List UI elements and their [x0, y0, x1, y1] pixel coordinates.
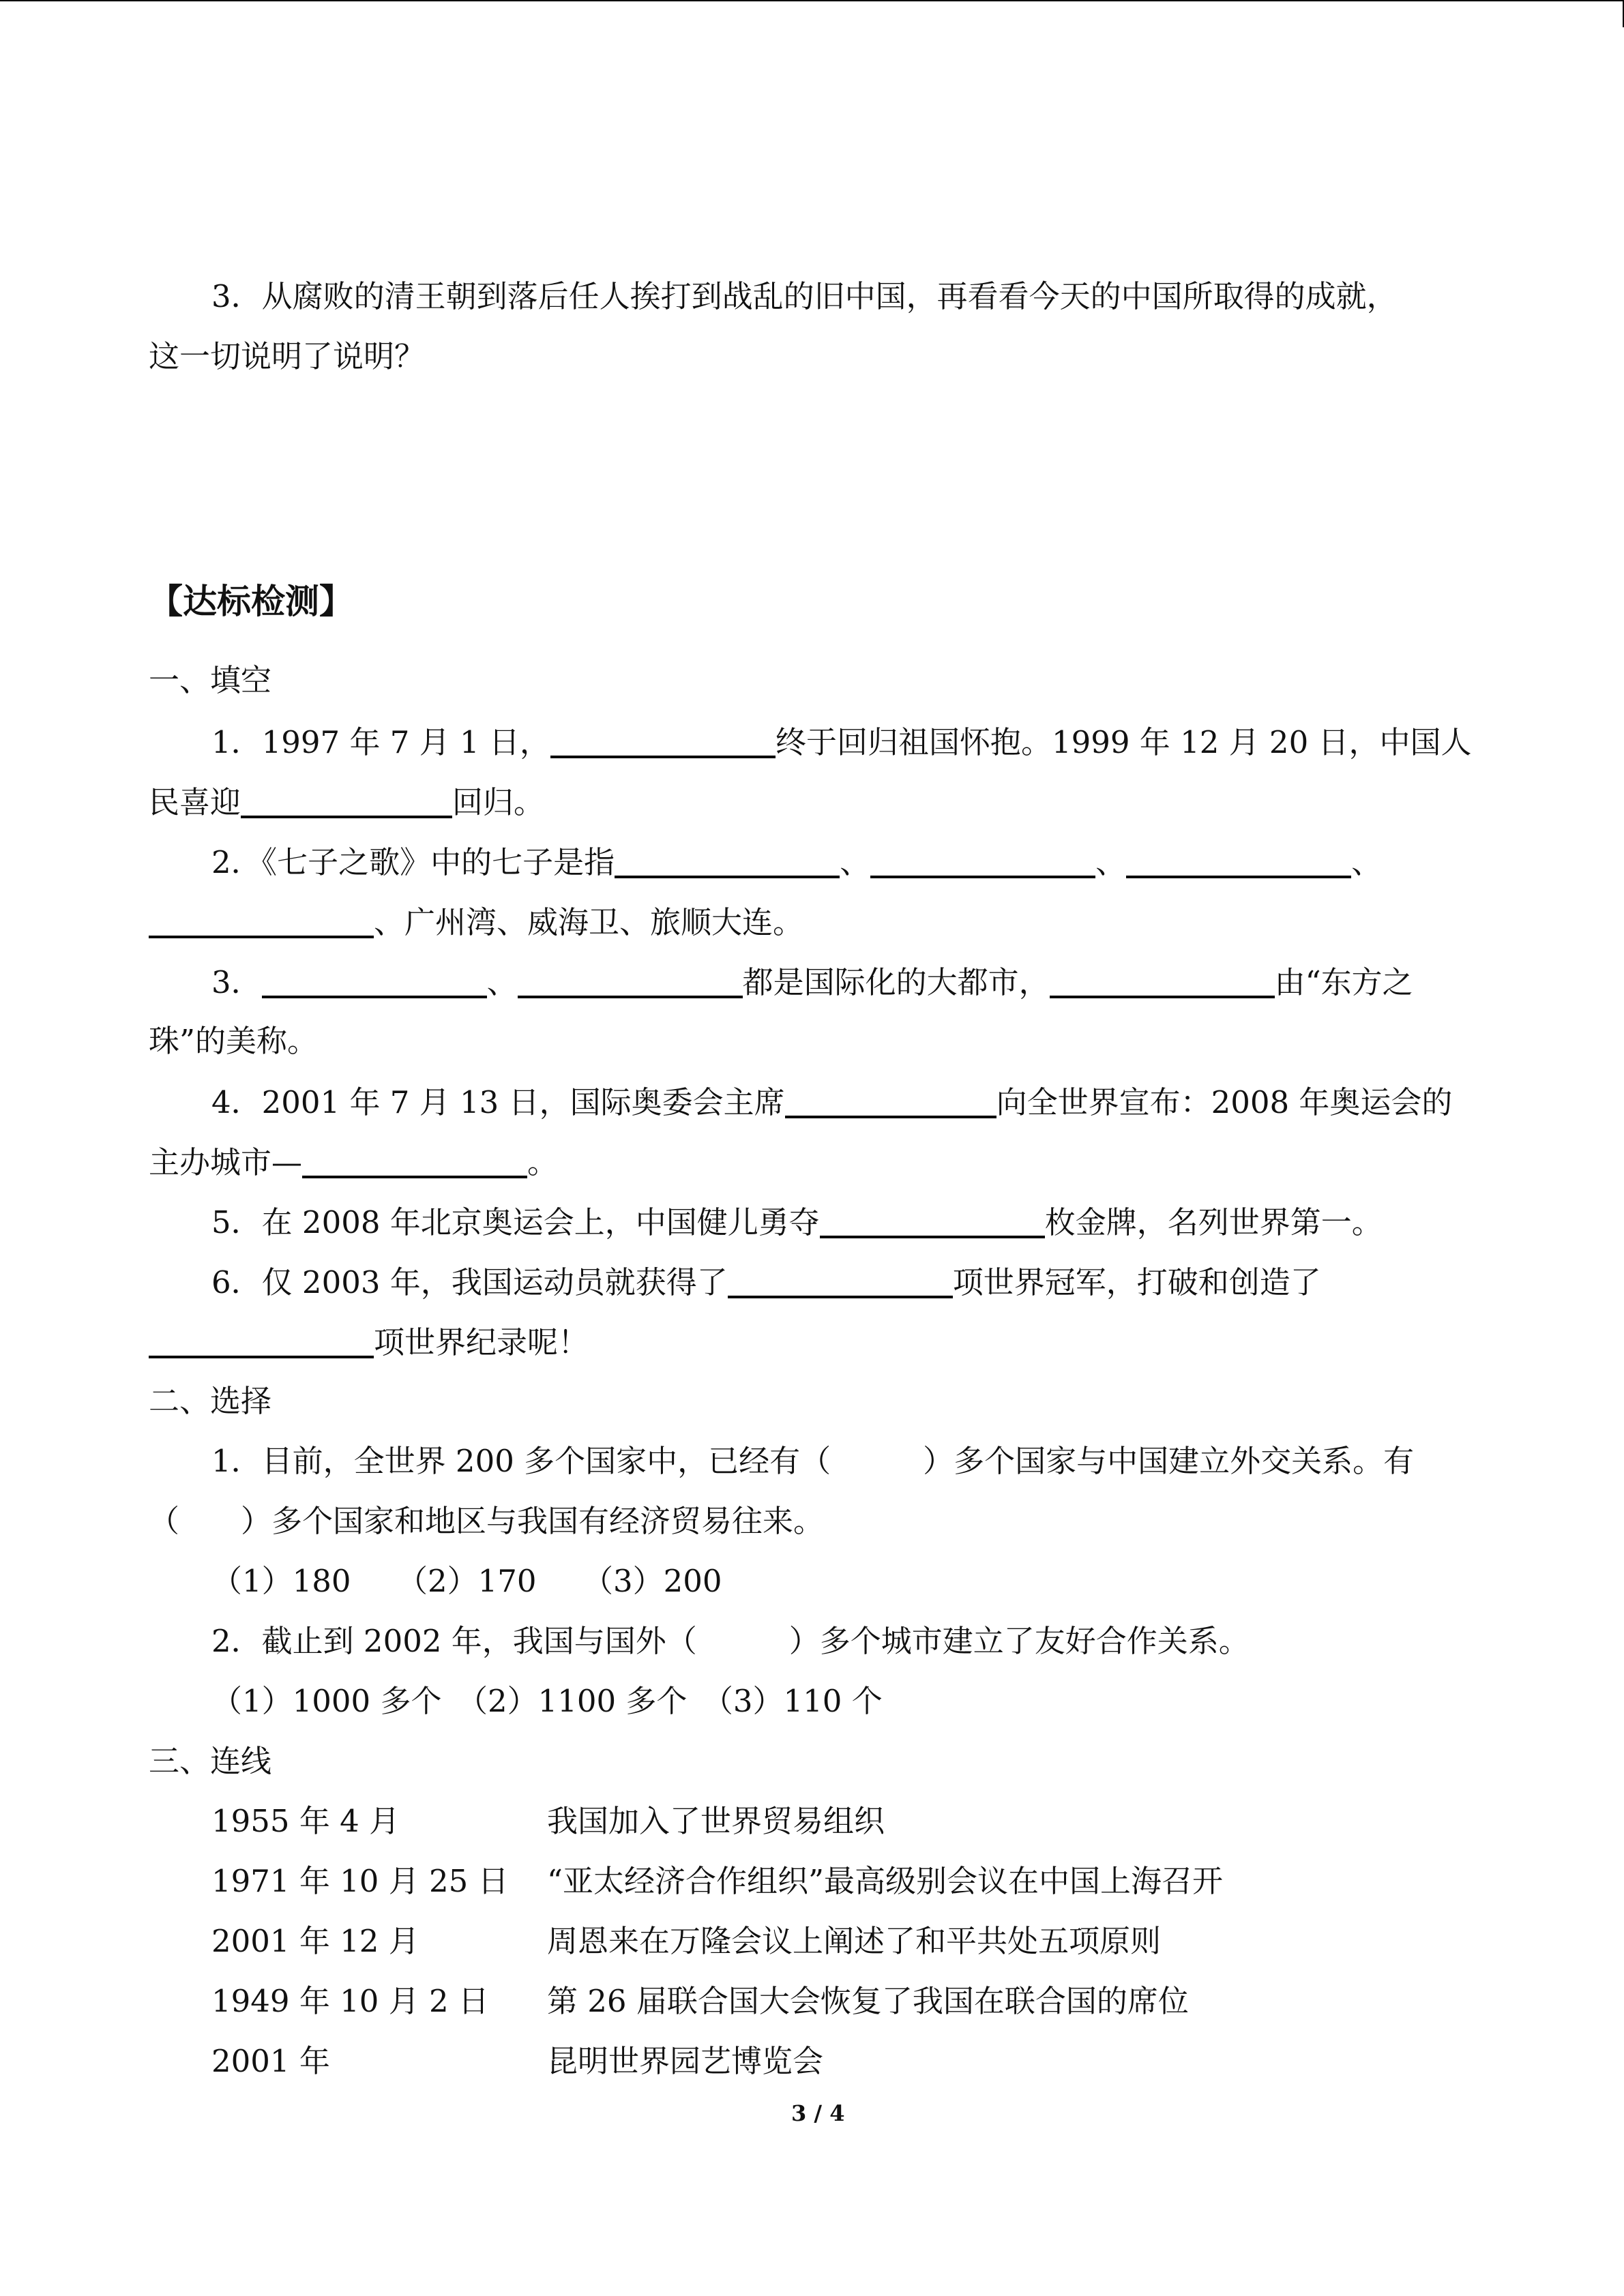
fill-q1-text-d: 回归。	[452, 784, 545, 820]
match-date[interactable]: 1955 年 4 月	[211, 1803, 400, 1839]
fill-q6-line1	[211, 1266, 1321, 1298]
question3-line2: 这一切说明了说明？	[149, 338, 426, 374]
match-date[interactable]: 2001 年 12 月	[211, 1923, 419, 1959]
fill-title: 一、填空	[149, 662, 272, 698]
fill-q6-text-a: 6．仅 2003 年，我国运动员就获得了	[211, 1264, 728, 1300]
fill-q4-line2	[149, 1146, 558, 1178]
answer-blank[interactable]	[870, 846, 1095, 878]
question3-line1: 3．从腐败的清王朝到落后任人挨打到战乱的旧中国，再看看今天的中国所取得的成就，	[211, 278, 1398, 314]
fill-q3-text-b: 都是国际化的大都市，	[742, 964, 1050, 1000]
answer-blank[interactable]	[785, 1086, 996, 1118]
choice-q1-line1: 1．目前，全世界 200 多个国家中，已经有（ ）多个国家与中国建立外交关系。有	[211, 1443, 1415, 1479]
fill-q1-text-b: 终于回归祖国怀抱。1999 年 12 月 20 日，中国人	[775, 724, 1472, 760]
answer-blank[interactable]	[262, 966, 487, 998]
answer-blank[interactable]	[550, 726, 776, 758]
fill-q3-text-c: 由“东方之	[1274, 964, 1413, 1000]
separator: 、	[1351, 844, 1383, 880]
fill-q2-text-b: 、广州湾、威海卫、旅顺大连。	[374, 904, 804, 940]
fill-q1-line1	[211, 726, 1472, 758]
answer-blank[interactable]	[518, 966, 743, 998]
fill-q4-text-a: 4．2001 年 7 月 13 日，国际奥委会主席	[211, 1084, 785, 1120]
answer-blank[interactable]	[1126, 846, 1351, 878]
fill-q4-line1	[211, 1086, 1452, 1118]
fill-q6-text-b: 项世界冠军，打破和创造了	[952, 1264, 1321, 1300]
fill-q2-line1	[211, 846, 1382, 878]
answer-blank[interactable]	[820, 1206, 1045, 1238]
fill-q1-text-a: 1．1997 年 7 月 1 日，	[211, 724, 550, 760]
choice-q1-line2: （ ）多个国家和地区与我国有经济贸易往来。	[149, 1503, 825, 1539]
fill-q3-text-a: 3．	[211, 964, 262, 1000]
page-top-border	[0, 0, 1624, 1]
answer-blank[interactable]	[728, 1266, 953, 1298]
match-event[interactable]: 昆明世界园艺博览会	[547, 2043, 824, 2079]
fill-q5-line	[211, 1206, 1383, 1238]
match-event[interactable]: 我国加入了世界贸易组织	[547, 1803, 885, 1839]
match-title: 三、连线	[149, 1743, 272, 1779]
fill-q3-line2: 珠”的美称。	[149, 1023, 319, 1059]
separator: 、	[486, 964, 518, 1000]
answer-blank[interactable]	[241, 786, 452, 818]
separator: 、	[1095, 844, 1127, 880]
match-event[interactable]: “亚太经济合作组织”最高级别会议在中国上海召开	[547, 1863, 1224, 1899]
answer-blank[interactable]	[302, 1146, 527, 1178]
page-number: 3 / 4	[791, 2100, 845, 2126]
choice-q1-options: （1）180 （2）170 （3）200	[211, 1563, 722, 1599]
answer-blank[interactable]	[149, 906, 374, 938]
fill-q4-text-c: 主办城市—	[149, 1144, 303, 1180]
match-date[interactable]: 2001 年	[211, 2043, 330, 2079]
fill-q3-line1	[211, 966, 1413, 998]
fill-q6-text-c: 项世界纪录呢！	[374, 1324, 589, 1360]
answer-blank[interactable]	[1050, 966, 1275, 998]
fill-q2-line2	[149, 906, 803, 938]
choice-q2-options: （1）1000 多个 （2）1100 多个 （3）110 个	[211, 1683, 883, 1719]
fill-q6-line2	[149, 1326, 589, 1358]
choice-q2-line1: 2．截止到 2002 年，我国与国外（ ）多个城市建立了友好合作关系。	[211, 1623, 1250, 1659]
separator: 、	[840, 844, 871, 880]
fill-q1-line2	[149, 786, 544, 818]
fill-q4-text-d: 。	[527, 1144, 559, 1180]
fill-q5-text-a: 5．在 2008 年北京奥运会上，中国健儿勇夺	[211, 1204, 820, 1240]
answer-blank[interactable]	[149, 1326, 374, 1358]
match-event[interactable]: 第 26 届联合国大会恢复了我国在联合国的席位	[547, 1983, 1189, 2019]
match-event[interactable]: 周恩来在万隆会议上阐述了和平共处五项原则	[547, 1923, 1162, 1959]
match-date[interactable]: 1971 年 10 月 25 日	[211, 1863, 509, 1899]
choice-title: 二、选择	[149, 1383, 272, 1419]
fill-q4-text-b: 向全世界宣布：2008 年奥运会的	[996, 1084, 1453, 1120]
answer-blank[interactable]	[615, 846, 840, 878]
fill-q2-text-a: 2．《七子之歌》中的七子是指	[211, 844, 615, 880]
fill-q5-text-b: 枚金牌，名列世界第一。	[1044, 1204, 1383, 1240]
fill-q1-text-c: 民喜迎	[149, 784, 241, 820]
match-date[interactable]: 1949 年 10 月 2 日	[211, 1983, 489, 2019]
section-title: 【达标检测】	[149, 582, 353, 621]
